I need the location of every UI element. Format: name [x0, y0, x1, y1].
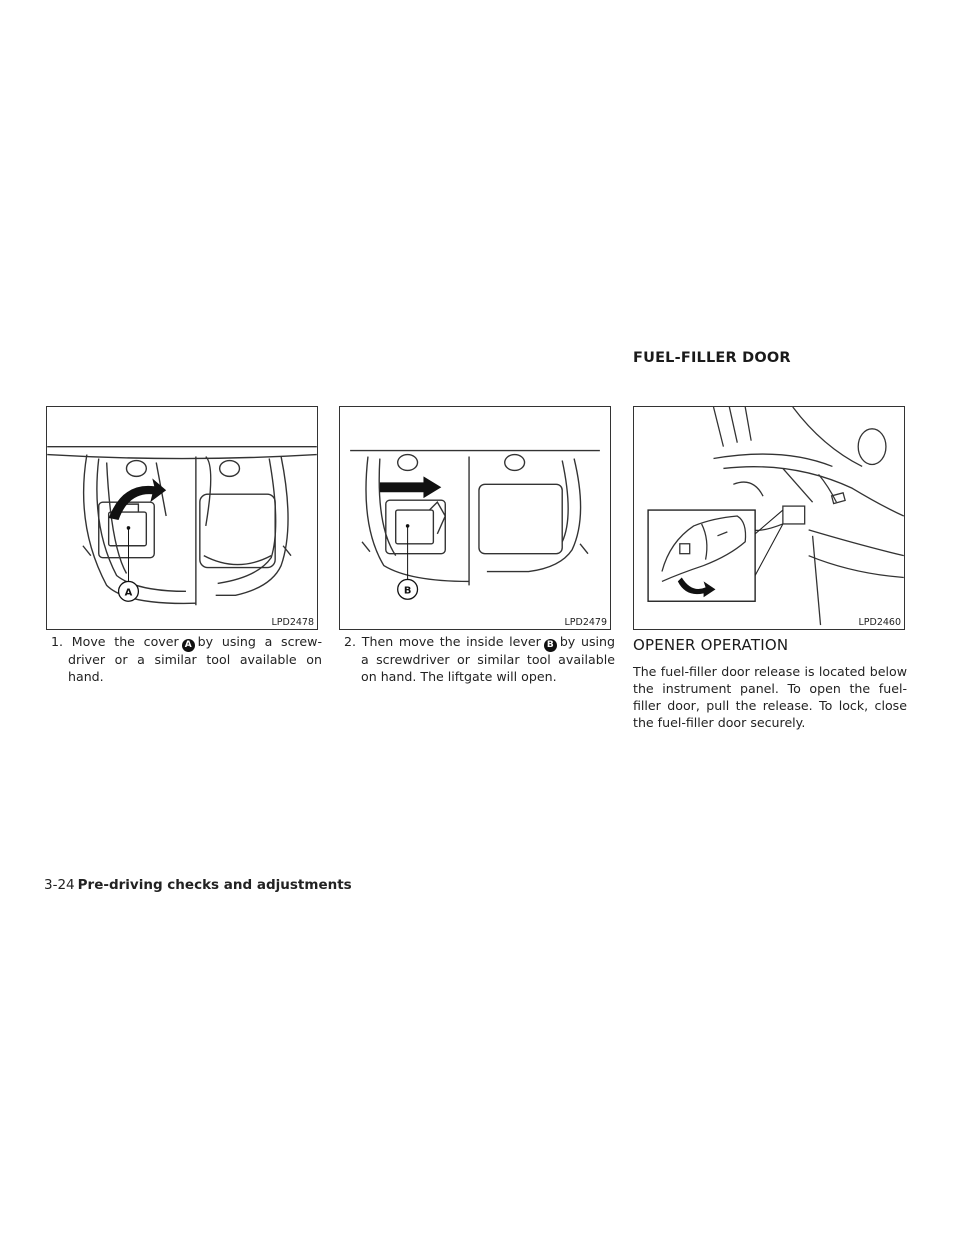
- step-number: 1.: [51, 634, 64, 649]
- opener-heading: OPENER OPERATION: [633, 636, 789, 654]
- opener-body: The fuel-filler door release is located below the instrument panel. To open the fuel-filler door, pull the release. To lock, close the fuel-filler door securely.: [633, 664, 907, 730]
- figure-callout: A: [124, 587, 133, 599]
- figure-inside-lever: [339, 406, 611, 630]
- figure-fuel-door-release: [633, 406, 905, 630]
- figure-code: LPD2460: [858, 617, 901, 628]
- step-2: [343, 634, 615, 685]
- figure-cover-removal: [46, 406, 318, 630]
- step-text-after: by using a screw-driver or a similar tool available on hand.: [68, 634, 322, 684]
- section-heading: FUEL-FILLER DOOR: [633, 350, 791, 366]
- callout-a-icon: A: [182, 639, 195, 652]
- figure-callout: B: [403, 585, 412, 597]
- step-1: [50, 634, 322, 685]
- figure-code: LPD2478: [271, 617, 314, 628]
- page-footer: [44, 877, 352, 893]
- lever-illustration: [340, 407, 610, 629]
- release-illustration: [634, 407, 904, 629]
- step-text-after: by using a screwdriver or similar tool available on hand. The liftgate will open.: [361, 634, 615, 684]
- step-text-before: Move the cover: [71, 634, 179, 649]
- chapter-title: Pre-driving checks and adjustments: [77, 877, 352, 893]
- figure-code: LPD2479: [564, 617, 607, 628]
- page-number: 3-24: [44, 877, 75, 893]
- cover-illustration: [47, 407, 317, 629]
- callout-b-icon: B: [544, 639, 557, 652]
- step-number: 2.: [344, 634, 357, 649]
- step-text-before: Then move the inside lever: [361, 634, 541, 649]
